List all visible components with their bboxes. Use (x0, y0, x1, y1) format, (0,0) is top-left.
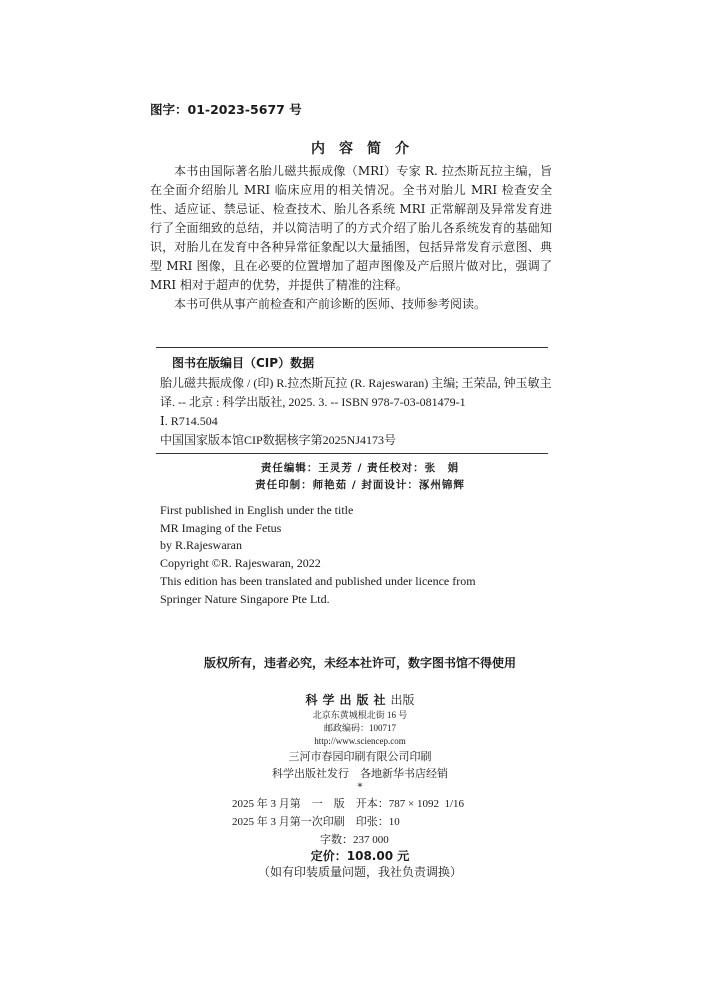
price: 定价：108.00 元 (310, 849, 410, 863)
distributor: 科学出版社发行 各地新华书店经销 (272, 767, 448, 780)
editors-credits (0, 460, 720, 494)
separator-star: * (357, 782, 363, 793)
copyright-line: by R.Rajeswaran (160, 538, 242, 553)
intro-title: 内容简介 (311, 141, 423, 157)
replacement-note: （如有印装质量问题，我社负责调换） (257, 865, 462, 879)
copyright-line: MR Imaging of the Fetus (160, 520, 282, 535)
copyright-line: Copyright ©R. Rajeswaran, 2022 (160, 556, 321, 571)
copyright-notice (160, 502, 476, 608)
publisher-url: http://www.sciencep.com (314, 736, 406, 746)
word-count: 字数：237 000 (320, 834, 389, 846)
publisher-postcode: 邮政编码：100717 (323, 723, 396, 733)
edition-info (232, 795, 464, 831)
cip-top-rule (156, 347, 548, 348)
publisher-name (0, 692, 720, 709)
cip-line: 胎儿磁共振成像 / (印) R.拉杰斯瓦拉 (R. Rajeswaran) 主编; 王荣品, 钟玉敏主译. -- 北京 : 科学出版社, 2025. 3. -- ISBN 978-7-03-081479-1 (160, 376, 552, 409)
copyright-line: First published in English under the title (160, 503, 354, 517)
registration-number: 图字：01-2023-5677 号 (150, 102, 302, 117)
edition-line: 2025 年 3 月第一次印刷 印张：10 (232, 816, 400, 828)
copyright-line: Springer Nature Singapore Pte Ltd. (160, 591, 330, 606)
rights-notice: 版权所有，违者必究，未经本社许可，数字图书馆不得使用 (203, 656, 516, 670)
intro-paragraph: 本书可供从事产前检查和产前诊断的医师、技师参考阅读。 (174, 297, 487, 311)
printer: 三河市春园印刷有限公司印刷 (288, 750, 432, 763)
cip-line: 中国国家版本馆CIP数据核字第2025NJ4173号 (160, 433, 397, 447)
intro-body (150, 162, 552, 314)
editors-line: 责任印制：师艳茹 / 封面设计：涿州锦辉 (255, 479, 465, 491)
publisher-block (0, 692, 720, 794)
copyright-line: This edition has been translated and published under licence from (160, 573, 476, 588)
publisher-address: 北京东黄城根北街 16 号 (312, 710, 408, 720)
cip-line: Ⅰ. R714.504 (160, 414, 218, 428)
publisher-suffix: 出版 (390, 693, 415, 707)
edition-line: 2025 年 3 月第 一 版 开本：787 × 1092 1/16 (232, 798, 465, 810)
cip-data (160, 374, 552, 450)
cip-bottom-rule (156, 453, 548, 454)
editors-line: 责任编辑：王灵芳 / 责任校对：张 娟 (260, 462, 460, 474)
intro-paragraph: 本书由国际著名胎儿磁共振成像（MRI）专家 R. 拉杰斯瓦拉主编，旨在全面介绍胎儿 MRI 临床应用的相关情况。全书对胎儿 MRI 检查安全性、适应证、禁忌证、检查技术、胎儿各系统 MRI 正常解剖及异常发育进行了全面细致的总结，并以简洁明了的方式介绍了胎儿各系统发育的基础知识，对胎儿在发育中各种异常征象配以大量插图，包括异常发育示意图、典型 MRI 图像，且在必要的位置增加了超声图像及产后照片做对比，强调了 MRI 相对于超声的优势，并提供了精准的注释。 (150, 164, 552, 292)
cip-title: 图书在版编目（CIP）数据 (172, 356, 315, 370)
publisher-logo-text: 科学出版社 (305, 693, 391, 707)
